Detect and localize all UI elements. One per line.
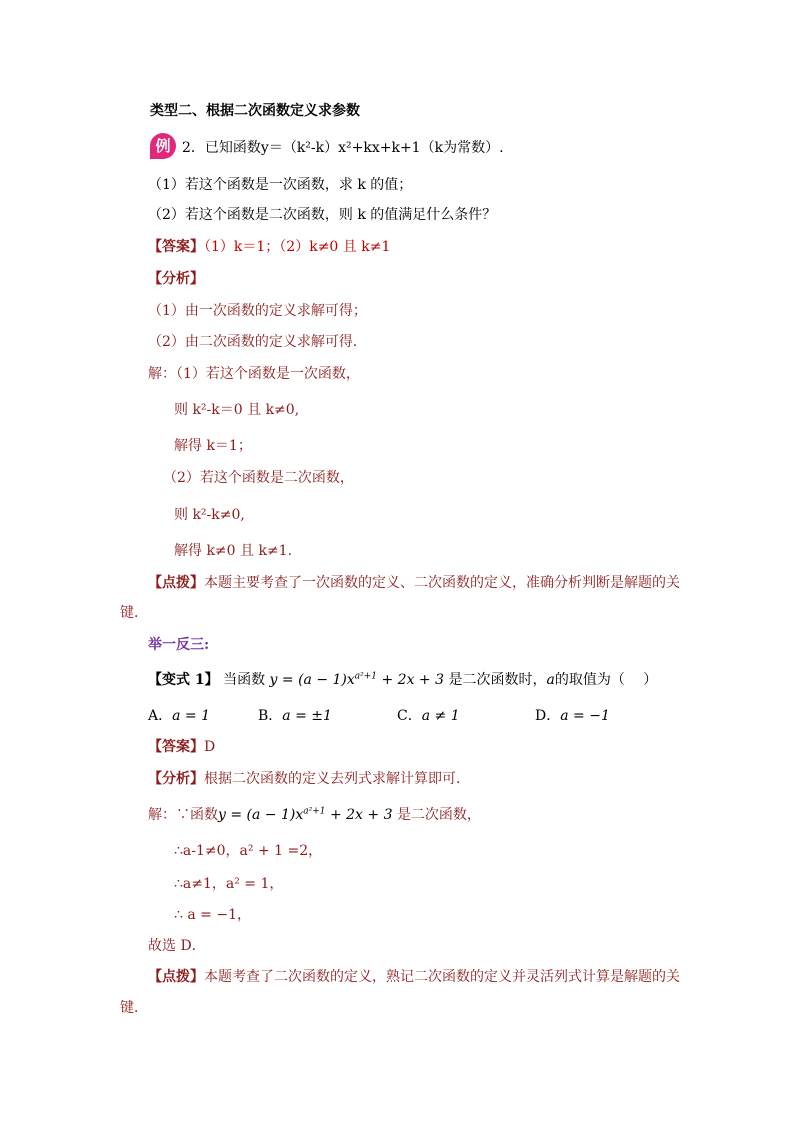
tip-label: 【点拨】 (148, 575, 204, 591)
analysis-label: 【分析】 (148, 271, 204, 287)
tip-text-1: 本题主要考查了一次函数的定义、二次函数的定义，准确分析判断是解题的关 (204, 575, 680, 591)
practice-solution-4: ∴ a = −1， (174, 907, 251, 923)
practice-tip-text-1: 本题考查了二次函数的定义，熟记二次函数的定义并灵活列式计算是解题的关 (204, 969, 680, 985)
variant-line (148, 670, 657, 690)
option-a[interactable]: A．a = 1 (148, 708, 211, 724)
variant-text-b: 是二次函数时， (448, 672, 547, 688)
option-d[interactable]: D．a = −1 (535, 708, 610, 724)
practice-analysis-label: 【分析】 (148, 771, 204, 787)
question-part-1: （1）若这个函数是一次函数，求 k 的值； (148, 177, 413, 193)
section-title: 类型二、根据二次函数定义求参数 (150, 103, 360, 119)
practice-analysis-text: 根据二次函数的定义去列式求解计算即可． (204, 771, 470, 787)
practice-analysis-line (148, 769, 470, 789)
solution-line-2: 则 k²-k＝0 且 k≠0, (174, 402, 300, 418)
analysis-1: （1）由一次函数的定义求解可得； (148, 303, 367, 319)
tip-line-2: 键． (120, 605, 148, 621)
practice-tip-line-2: 键． (120, 1000, 148, 1016)
example-question: 2．已知函数y＝（k²-k）x²+kx+k+1（k为常数）. (182, 140, 504, 156)
practice-answer-label: 【答案】 (148, 739, 204, 755)
solution-line-5: 则 k²-k≠0, (174, 507, 245, 523)
variant-formula: $y = (a - 1)x^{a^2+1} + 2x + 3$ (269, 671, 445, 688)
practice-solution-1: 解：∵函数$y = (a - 1)x^{a^2+1} + 2x + 3$ 是二次函数， (148, 806, 481, 823)
practice-tip-line-1 (148, 967, 680, 987)
question-part-2: （2）若这个函数是二次函数，则 k 的值满足什么条件？ (148, 207, 497, 223)
solution-line-1: 解：（1）若这个函数是一次函数， (148, 366, 360, 382)
variant-label: 【变式 1】 (148, 672, 219, 688)
option-b[interactable]: B．a = ±1 (258, 708, 332, 724)
practice-answer-line (148, 737, 215, 757)
practice-answer-text: D (204, 739, 216, 755)
practice-heading: 举一反三: (148, 637, 210, 653)
variant-var-a: a (546, 672, 555, 688)
practice-solution-5: 故选 D． (148, 938, 206, 954)
variant-text-a: 当函数 (223, 672, 266, 688)
practice-solution-3: ∴a≠1，a² = 1， (174, 876, 284, 892)
option-c[interactable]: C．a ≠ 1 (397, 708, 460, 724)
example-badge: 例 (150, 133, 176, 159)
analysis-2: （2）由二次函数的定义求解可得． (148, 334, 367, 350)
solution-line-4: （2）若这个函数是二次函数， (163, 470, 354, 486)
practice-tip-label: 【点拨】 (148, 969, 204, 985)
tip-line-1 (148, 573, 680, 593)
variant-text-d: 的取值为（ ） (554, 672, 658, 688)
practice-solution-2: ∴a-1≠0，a² + 1 =2， (174, 843, 323, 859)
answer-label: 【答案】 (148, 239, 204, 255)
answer-text: （1）k＝1；（2）k≠0 且 k≠1 (204, 239, 391, 255)
answer-line (148, 237, 390, 257)
solution-line-3: 解得 k＝1； (174, 438, 252, 454)
solution-line-6: 解得 k≠0 且 k≠1. (174, 543, 293, 559)
